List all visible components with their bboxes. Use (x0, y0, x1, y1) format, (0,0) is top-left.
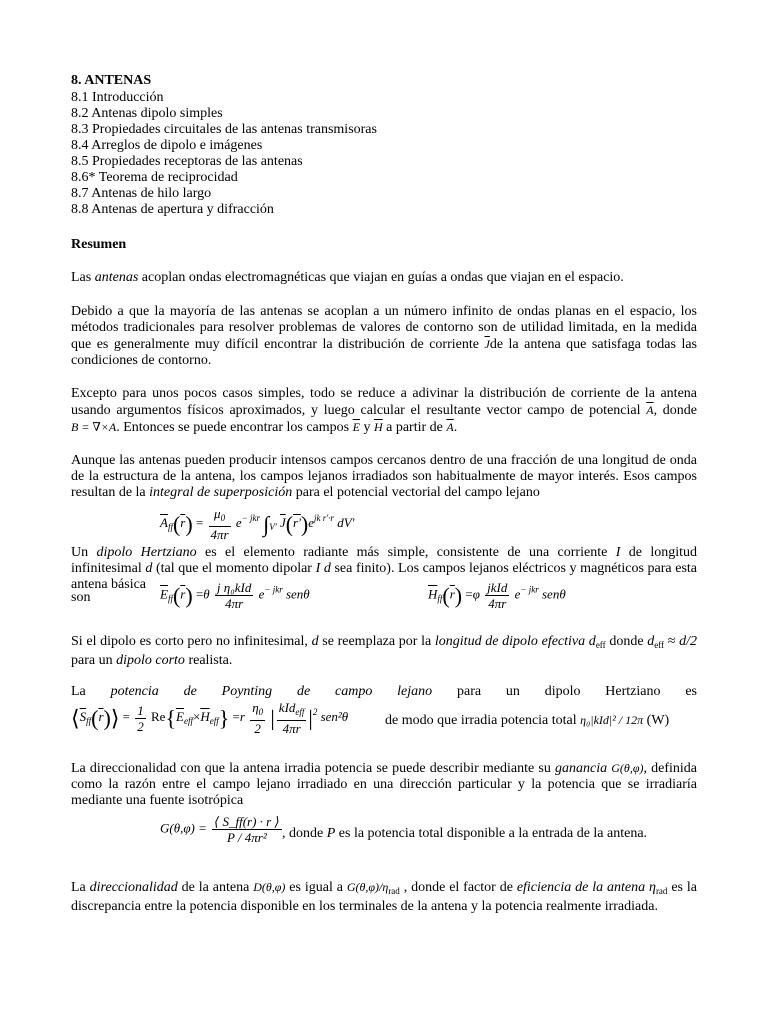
paragraph-gain: La direccionalidad con que la antena irradia potencia se puede describir mediante su ganancia G(θ,φ), definida como la razón entre el campo lejano irradiado en una dirección particular y la potencia que se irradiaría mediante una fuente isotrópica (71, 761, 697, 808)
toc-item: 8.2 Antenas dipolo simples (71, 106, 223, 121)
vector-potential-equation: $\overline{A}_{ff}(\overline{r})$ = $\frac{\mu_0}{4\pi r}$ $e^{- jkr}$ $\int_{V'}$ $\overline{J}(r')e^{jk r'\cdot r}$ dV' (160, 506, 355, 542)
poynting-equation: $⟨\overline{S}_{ff}(\overline{r})⟩$ = $\frac{1}{2}$ $Re\{\overline{E}_{eff}\times\overline{H}_{eff}\} =r$ $\frac{\eta_0}{2}$ | $\frac{kId_{eff}}{4\pi r}$ $|^2$ sen²θ (71, 700, 349, 736)
toc-item: 8.6* Teorema de reciprocidad (71, 170, 238, 185)
paragraph-poynting-line: La potencia de Poynting de campo lejano para un dipolo Hertziano es (71, 684, 697, 699)
current-density-symbol: $\overline{J}$ (484, 337, 490, 351)
paragraph-hertzian-dipole: Un dipolo Hertziano es el elemento radiante más simple, consistente de una corriente I de longitud infinitesimal d (tal que el momento dipolar I d sea finito). Los campos lejanos eléctricos y magnéticos para esta antena básica (71, 545, 698, 592)
gain-note: , donde P es la potencia total disponible a la entrada de la antena. (282, 826, 648, 841)
paragraph-effective-length: Si el dipolo es corto pero no infinitesimal, d se reemplaza por la longitud de dipolo efectiva $d_{eff}$ donde $d_{eff} \approx d/2$ para un dipolo corto realista. (71, 634, 697, 668)
curl-equation: B = ∇×A (71, 420, 117, 434)
gain-equation: G(θ,φ) = $\frac{⟨ S\_ff(r) \cdot r ⟩}{\text{P / 4πr²}}$ (160, 814, 280, 845)
total-power-expression: η₀|kId|² / 12π (580, 713, 644, 727)
toc-item: 8.5 Propiedades receptoras de las antenas (71, 154, 303, 169)
electric-field-equation: $\overline{E}_{ff}(\overline{r}) =\theta$ $\frac{\text{j η₀kId}}{4\pi r}$ $e^{- jkr}$ senθ (160, 580, 310, 611)
section-title: Resumen (71, 237, 127, 252)
son-label: son (71, 590, 91, 605)
toc-item: 8.3 Propiedades circuitales de las antenas transmisoras (71, 122, 377, 137)
paragraph-directivity: La direccionalidad de la antena D(θ,φ) es igual a $G(\theta,\varphi)/\eta_{rad}$ , donde el factor de eficiencia de la antena $\eta_{rad}$ es la discrepancia entre la potencia disponible en los terminales de la antena y la potencia realmente irradiada. (71, 880, 697, 914)
poynting-total-power: de modo que irradia potencia total η₀|kId|² / 12π (W) (385, 713, 670, 728)
toc-item: 8.4 Arreglos de dipolo e imágenes (71, 138, 263, 153)
toc-item: 8.7 Antenas de hilo largo (71, 186, 212, 201)
paragraph-intro: Las antenas acoplan ondas electromagnéticas que viajan en guías a ondas que viajan en el espacio. (71, 270, 624, 285)
magnetic-field-equation: $\overline{H}_{ff}(\overline{r}) =\varphi$ $\frac{\text{jkId}}{4\pi r}$ $e^{- jkr}$ senθ (428, 580, 566, 611)
chapter-heading: 8. ANTENAS (71, 73, 152, 88)
paragraph-current-distribution: Debido a que la mayoría de las antenas se acoplan a un número infinito de ondas planas en el espacio, los métodos tradicionales para resolver problemas de valores de contorno son de utilidad limitada, en la medida que es generalmente muy difícil encontrar la distribución de corriente $\overline{J}de$ la antena que satisfaga todas las condiciones de contorno. (71, 304, 697, 368)
table-of-contents (71, 90, 697, 218)
toc-item: 8.1 Introducción (71, 90, 164, 105)
paragraph-far-field: Aunque las antenas pueden producir intensos campos cercanos dentro de una fracción de una longitud de onda de la estructura de la antena, los campos lejanos irradiados son habitualmente de mayor interés. Esos campos resultan de la integral de superposición para el potencial vectorial del campo lejano (71, 453, 697, 500)
paragraph-potential: Excepto para unos pocos casos simples, todo se reduce a adivinar la distribución de corriente de la antena usando argumentos físicos aproximados, y luego calcular el resultante vector campo de potencial $\overline{A}$, donde B = ∇×A. Entonces se puede encontrar los campos $\overline{E}$ y $\overline{H}$ a partir de $\overline{A}$. (71, 386, 697, 435)
toc-item: 8.8 Antenas de apertura y difracción (71, 202, 274, 217)
